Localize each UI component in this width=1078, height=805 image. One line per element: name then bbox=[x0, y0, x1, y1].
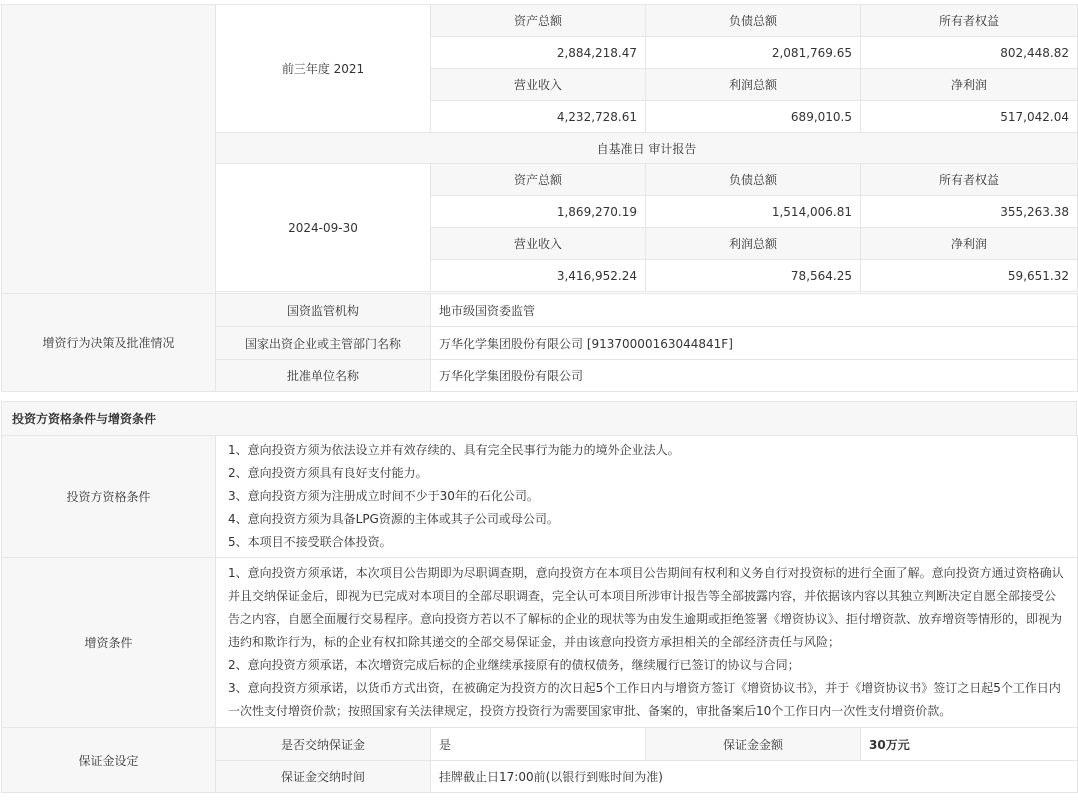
condition-item: 3、意向投资方须承诺，以货币方式出资，在被确定为投资方的次日起5个工作日内与增资方签订《增资协议书》，并于《增资协议书》签订之日起5个工作日内一次性支付增资价款；按照国家有关法律规定，投资方投资行为需要国家审批、备案的，审批备案后10个工作日内一次性支付增资价款。 bbox=[228, 681, 1061, 718]
section-title-investor-conditions: 投资方资格条件与增资条件 bbox=[1, 401, 1077, 435]
fin-2024-header-revenue: 营业收入 bbox=[431, 228, 646, 260]
approval-unit-label: 批准单位名称 bbox=[216, 360, 431, 392]
investor-section bbox=[0, 401, 1078, 793]
financial-table bbox=[1, 4, 1078, 392]
fin-2024-equity: 355,263.38 bbox=[861, 196, 1078, 228]
fin-2024-header-total-liabilities: 负债总额 bbox=[646, 164, 861, 196]
qualification-item: 5、本项目不接受联合体投资。 bbox=[228, 535, 392, 549]
approval-investor-enterprise-label: 国家出资企业或主管部门名称 bbox=[216, 327, 431, 360]
deposit-amount-value: 30万元 bbox=[861, 728, 1078, 761]
condition-item: 1、意向投资方须承诺，本次项目公告期即为尽职调查期，意向投资方在本项目公告期间有权利和义务自行对投资标的进行全面了解。意向投资方通过资格确认并且交纳保证金后，即视为已完成对本项目的全部尽职调查，完全认可本项目所涉审计报告等全部披露内容，并依据该内容以其独立判断决定自愿全部接受公告之内容，自愿全面履行交易程序。意向投资方若以不了解标的企业的现状等为由发生逾期或拒绝签署《增资协议》、拒付增资款、放弃增资等情形的，即视为违约和欺诈行为，标的企业有权扣除其递交的全部交易保证金，并由该意向投资方承担相关的全部经济责任与风险； bbox=[228, 566, 1064, 649]
fin-2024-label: 2024-09-30 bbox=[216, 164, 431, 292]
fin-2021-header-total-assets: 资产总额 bbox=[431, 5, 646, 37]
approval-supervisor-value: 地市级国资委监管 bbox=[431, 294, 1078, 327]
approval-investor-enterprise-value: 万华化学集团股份有限公司 [91370000163044841F] bbox=[431, 327, 1078, 360]
fin-2021-header-total-profit: 利润总额 bbox=[646, 69, 861, 101]
deposit-required-label: 是否交纳保证金 bbox=[216, 728, 431, 761]
fin-2021-header-equity: 所有者权益 bbox=[861, 5, 1078, 37]
fin-2024-total-assets: 1,869,270.19 bbox=[431, 196, 646, 228]
fin-2024-header-total-assets: 资产总额 bbox=[431, 164, 646, 196]
fin-2021-net-profit: 517,042.04 bbox=[861, 101, 1078, 133]
fin-2021-header-revenue: 营业收入 bbox=[431, 69, 646, 101]
deposit-time-label: 保证金交纳时间 bbox=[216, 761, 431, 793]
qualification-item: 2、意向投资方须具有良好支付能力。 bbox=[228, 466, 428, 480]
deposit-amount-label: 保证金金额 bbox=[646, 728, 861, 761]
fin-2021-label: 前三年度 2021 bbox=[216, 5, 431, 133]
fin-2024-header-total-profit: 利润总额 bbox=[646, 228, 861, 260]
qualification-item: 1、意向投资方须为依法设立并有效存续的、具有完全民事行为能力的境外企业法人。 bbox=[228, 443, 680, 457]
financial-outer-label-cell bbox=[2, 5, 216, 294]
fin-2021-total-profit: 689,010.5 bbox=[646, 101, 861, 133]
fin-2024-section-header: 自基准日 审计报告 bbox=[216, 133, 1078, 164]
qualification-item: 4、意向投资方须为具备LPG资源的主体或其子公司或母公司。 bbox=[228, 512, 559, 526]
approval-supervisor-label: 国资监管机构 bbox=[216, 294, 431, 327]
investor-qualification-list bbox=[216, 436, 1078, 558]
approval-label: 增资行为决策及批准情况 bbox=[2, 294, 216, 392]
fin-2021-revenue: 4,232,728.61 bbox=[431, 101, 646, 133]
qualification-item: 3、意向投资方须为注册成立时间不少于30年的石化公司。 bbox=[228, 489, 539, 503]
approval-unit-value: 万华化学集团股份有限公司 bbox=[431, 360, 1078, 392]
fin-2024-revenue: 3,416,952.24 bbox=[431, 260, 646, 292]
condition-item: 2、意向投资方须承诺，本次增资完成后标的企业继续承接原有的债权债务，继续履行已签订的协议与合同； bbox=[228, 658, 800, 672]
fin-2024-total-liabilities: 1,514,006.81 bbox=[646, 196, 861, 228]
deposit-time-value: 挂牌截止日17:00前(以银行到账时间为准) bbox=[431, 761, 1078, 793]
capital-increase-conditions-list bbox=[216, 558, 1078, 728]
fin-2021-total-liabilities: 2,081,769.65 bbox=[646, 37, 861, 69]
fin-2024-header-net-profit: 净利润 bbox=[861, 228, 1078, 260]
capital-increase-conditions-label: 增资条件 bbox=[2, 558, 216, 728]
fin-2021-total-assets: 2,884,218.47 bbox=[431, 37, 646, 69]
investor-conditions-table bbox=[1, 435, 1078, 793]
fin-2024-header-equity: 所有者权益 bbox=[861, 164, 1078, 196]
fin-2024-total-profit: 78,564.25 bbox=[646, 260, 861, 292]
fin-2021-header-net-profit: 净利润 bbox=[861, 69, 1078, 101]
fin-2024-net-profit: 59,651.32 bbox=[861, 260, 1078, 292]
fin-2021-equity: 802,448.82 bbox=[861, 37, 1078, 69]
fin-2021-header-total-liabilities: 负债总额 bbox=[646, 5, 861, 37]
investor-qualification-label: 投资方资格条件 bbox=[2, 436, 216, 558]
deposit-required-value: 是 bbox=[431, 728, 646, 761]
deposit-label: 保证金设定 bbox=[2, 728, 216, 793]
